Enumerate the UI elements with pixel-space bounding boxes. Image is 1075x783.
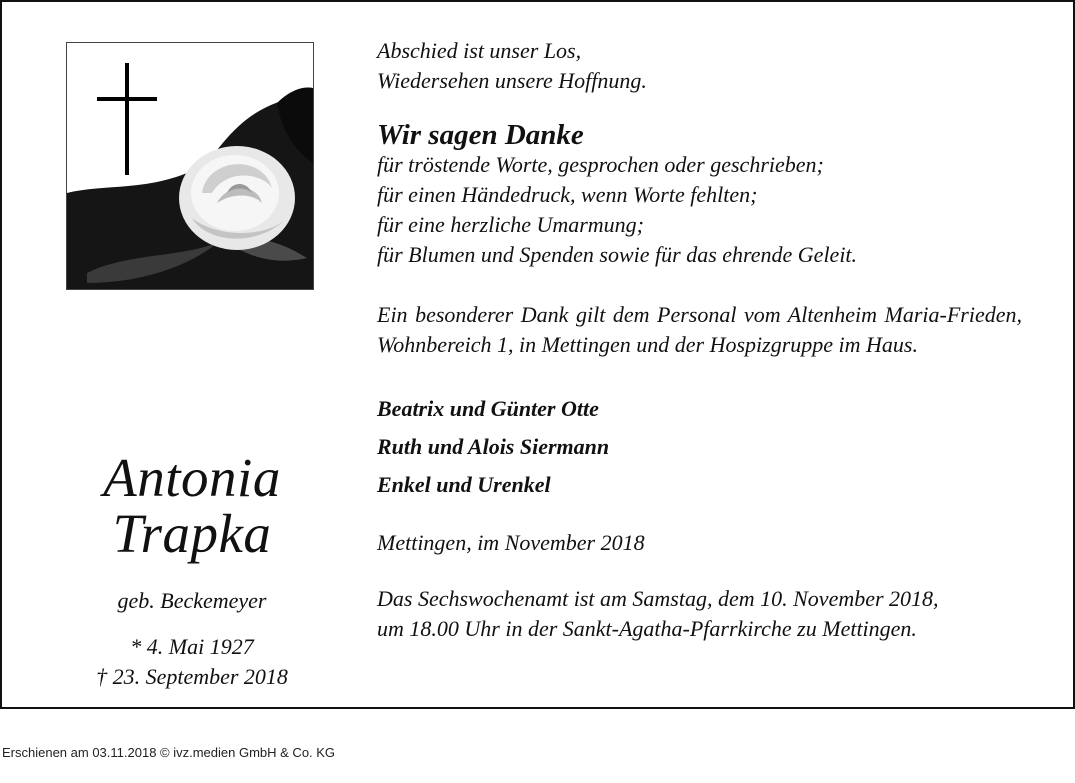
motto-line-1: Abschied ist unser Los, bbox=[377, 38, 582, 63]
cross-and-rose-icon bbox=[66, 42, 314, 290]
publication-footer: Erschienen am 03.11.2018 © ivz.medien GmbH & Co. KG bbox=[2, 745, 336, 760]
thanks-line: für tröstende Worte, gesprochen oder geschrieben; bbox=[377, 152, 824, 177]
service-line-2: um 18.00 Uhr in der Sankt-Agatha-Pfarrkirche zu Mettingen. bbox=[377, 616, 917, 641]
place-date: Mettingen, im November 2018 bbox=[377, 530, 645, 555]
family-member: Enkel und Urenkel bbox=[377, 472, 551, 497]
death-date: † 23. September 2018 bbox=[96, 664, 288, 689]
life-dates bbox=[62, 632, 322, 692]
special-thanks: Ein besonderer Dank gilt dem Personal vom Altenheim Maria-Frieden, Wohnbereich 1, in Mettingen und der Hospizgruppe im Haus. bbox=[377, 302, 1022, 357]
service-line-1: Das Sechswochenamt ist am Samstag, dem 10. November 2018, bbox=[377, 586, 939, 611]
maiden-name: geb. Beckemeyer bbox=[117, 588, 267, 613]
text-column bbox=[377, 36, 1022, 644]
thanks-line: für einen Händedruck, wenn Worte fehlten; bbox=[377, 182, 758, 207]
deceased-block bbox=[62, 447, 322, 692]
motto-line-2: Wiedersehen unsere Hoffnung. bbox=[377, 68, 647, 93]
family-list bbox=[377, 390, 1022, 504]
thanks-title: Wir sagen Danke bbox=[377, 119, 584, 151]
thanks-line: für Blumen und Spenden sowie für das ehrende Geleit. bbox=[377, 242, 858, 267]
family-member: Ruth und Alois Siermann bbox=[377, 434, 610, 459]
deceased-first-name: Antonia bbox=[103, 447, 281, 508]
thanks-line: für eine herzliche Umarmung; bbox=[377, 212, 645, 237]
birth-date: * 4. Mai 1927 bbox=[130, 634, 254, 659]
family-member: Beatrix und Günter Otte bbox=[377, 396, 599, 421]
service-info bbox=[377, 584, 1022, 644]
deceased-last-name: Trapka bbox=[112, 503, 272, 564]
